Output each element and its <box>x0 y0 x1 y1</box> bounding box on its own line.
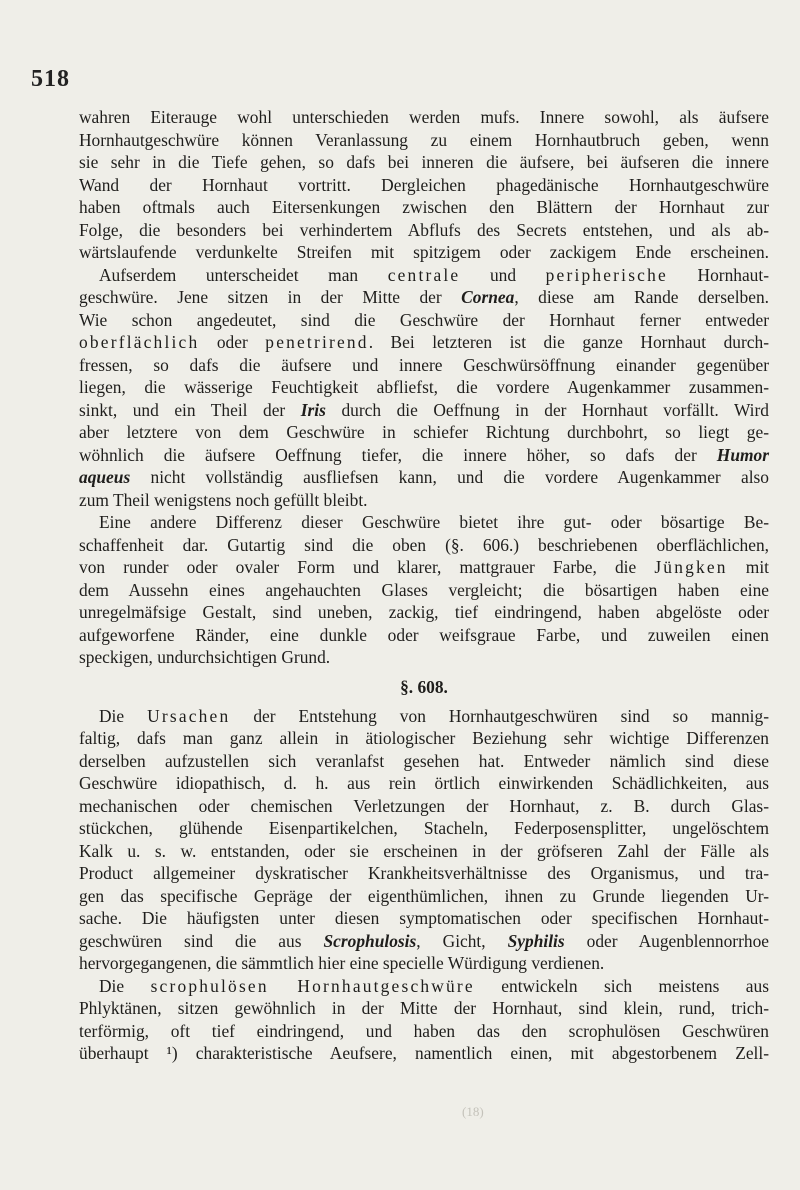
text-line: geschwüren sind die aus Scrophulosis, Gicht, Syphilis oder Augenblennorrhoe <box>79 930 769 951</box>
text-line: mechanischen oder chemischen Verletzungen der Hornhaut, z. B. durch Glas- <box>79 795 769 816</box>
text-line: aqueus nicht vollständig ausfliefsen kann, und die vordere Augenkammer also <box>79 467 769 487</box>
text-line: geschwüre. Jene sitzen in der Mitte der Cornea, diese am Rande derselben. <box>79 287 769 307</box>
text-line: faltig, dafs man ganz allein in ätiologischer Beziehung sehr wichtige Differenzen <box>79 728 769 748</box>
text-line: fressen, so dafs die äufsere und innere Geschwürsöffnung einander gegenüber <box>79 354 769 375</box>
page-number: 518 <box>31 66 70 92</box>
text-line: Hornhautgeschwüre können Veranlassung zu einem Hornhautbruch geben, wenn <box>79 129 769 150</box>
text-line: Aufserdem unterscheidet man centrale und peripherische Hornhaut- <box>99 264 769 285</box>
paragraphs-before-section <box>79 106 769 669</box>
text-line: dem Aussehn eines angehauchten Glases vergleicht; die bösartigen haben eine <box>79 579 769 600</box>
text-line: Phlyktänen, sitzen gewöhnlich in der Mitte der Hornhaut, sind klein, rund, trich- <box>79 998 769 1018</box>
text-line: sie sehr in die Tiefe gehen, so dafs bei inneren die äufsere, bei äufseren die innere <box>79 152 769 172</box>
text-line: stückchen, glühende Eisenpartikelchen, Stacheln, Federposensplitter, ungelöschtem <box>79 818 769 838</box>
text-line: sache. Die häufigsten unter diesen symptomatischen oder specifischen Hornhaut- <box>79 908 769 928</box>
body-text <box>79 106 769 1065</box>
text-line: Wie schon angedeutet, sind die Geschwüre der Hornhaut ferner entweder <box>79 309 769 330</box>
text-line: haben oftmals auch Eitersenkungen zwischen den Blättern der Hornhaut zur <box>79 197 769 217</box>
text-line: derselben aufzustellen sich veranlafst gesehen hat. Entweder nämlich sind diese <box>79 750 769 771</box>
text-line: zum Theil wenigstens noch gefüllt bleibt. <box>79 489 368 510</box>
text-line: terförmig, oft tief eindringend, und haben das den scrophulösen Geschwüren <box>79 1020 769 1041</box>
text-line: Eine andere Differenz dieser Geschwüre bietet ihre gut- oder bösartige Be- <box>99 512 769 532</box>
text-line: Die scrophulösen Hornhautgeschwüre entwickeln sich meistens aus <box>99 975 769 996</box>
text-line: unregelmäfsige Gestalt, sind uneben, zackig, tief eindringend, haben abgelöste oder <box>79 602 769 622</box>
section-heading: §. 608. <box>400 676 448 697</box>
text-line: Product allgemeiner dyskratischer Krankheitsverhältnisse des Organismus, und tra- <box>79 863 769 883</box>
text-line: aufgeworfene Ränder, eine dunkle oder weifsgraue Farbe, und zuweilen einen <box>79 624 769 645</box>
text-line: hervorgegangenen, die sämmtlich hier eine specielle Würdigung verdienen. <box>79 953 605 973</box>
text-line: überhaupt ¹) charakteristische Aeufsere, namentlich einen, mit abgestorbenem Zell- <box>79 1043 769 1063</box>
text-line: speckigen, undurchsichtigen Grund. <box>79 647 331 667</box>
faint-footer-mark: (18) <box>462 1104 484 1119</box>
text-line: Geschwüre idiopathisch, d. h. aus rein örtlich einwirkenden Schädlichkeiten, aus <box>79 773 769 793</box>
text-line: schaffenheit dar. Gutartig sind die oben (§. 606.) beschriebenen oberflächlichen, <box>79 534 769 555</box>
text-line: Die Ursachen der Entstehung von Hornhautgeschwüren sind so mannig- <box>99 705 769 726</box>
text-line: liegen, die wässerige Feuchtigkeit abfliefst, die vordere Augenkammer zusammen- <box>79 377 769 397</box>
text-line: wöhnlich die äufsere Oeffnung tiefer, die innere höher, so dafs der Humor <box>79 444 769 465</box>
text-line: wärtslaufende verdunkelte Streifen mit spitzigem oder zackigem Ende erscheinen. <box>79 242 769 262</box>
text-line: sinkt, und ein Theil der Iris durch die Oeffnung in der Hornhaut vorfällt. Wird <box>79 399 769 420</box>
text-line: aber letztere von dem Geschwüre in schiefer Richtung durchbohrt, so liegt ge- <box>79 422 769 442</box>
text-line: wahren Eiterauge wohl unterschieden werden mufs. Innere sowohl, als äufsere <box>79 107 769 127</box>
text-line: gen das specifische Gepräge der eigenthümlichen, ihnen zu Grunde liegenden Ur- <box>79 885 769 906</box>
text-line: Kalk u. s. w. entstanden, oder sie erscheinen in der gröfseren Zahl der Fälle als <box>79 840 769 861</box>
paragraphs-after-section <box>79 705 769 1065</box>
text-line: oberflächlich oder penetrirend. Bei letzteren ist die ganze Hornhaut durch- <box>79 332 769 352</box>
text-line: Wand der Hornhaut vortritt. Dergleichen phagedänische Hornhautgeschwüre <box>79 174 769 195</box>
text-line: von runder oder ovaler Form und klarer, mattgrauer Farbe, die Jüngken mit <box>79 557 769 577</box>
text-line: Folge, die besonders bei verhindertem Abflufs des Secrets entstehen, und als ab- <box>79 219 769 240</box>
